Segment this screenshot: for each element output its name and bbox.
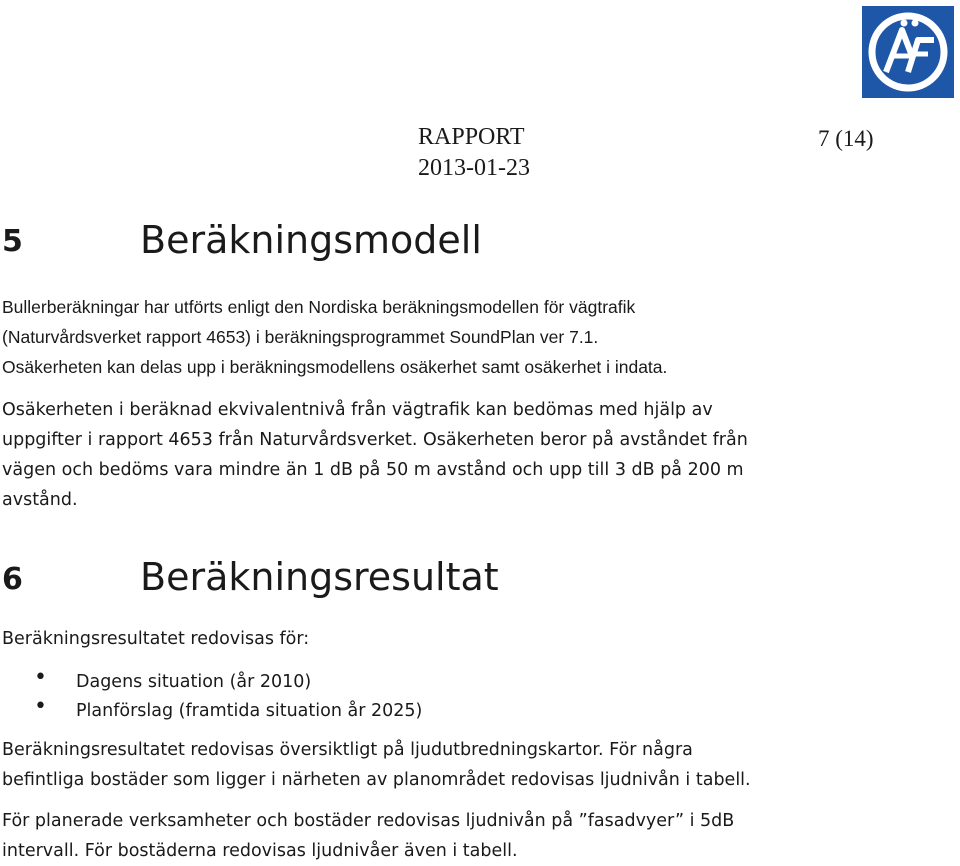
- section-6-paragraph-1: [2, 735, 751, 795]
- page-number: 7 (14): [818, 126, 874, 151]
- text-line: (Naturvårdsverket rapport 4653) i beräkningsprogrammet SoundPlan ver 7.1.: [2, 327, 599, 347]
- text-line: uppgifter i rapport 4653 från Naturvårdsverket. Osäkerheten beror på avståndet från: [2, 430, 748, 450]
- section-5-paragraph-1: [2, 292, 667, 382]
- text-line: befintliga bostäder som ligger i närheten av planområdet redovisas ljudnivån i tabell.: [2, 770, 751, 790]
- section-5-title: Beräkningsmodell: [140, 218, 482, 262]
- section-6-paragraph-2: [2, 806, 734, 866]
- logo-monogram-icon: [862, 6, 954, 98]
- section-5-number: 5: [2, 224, 23, 259]
- text-line: vägen och bedöms vara mindre än 1 dB på 50 m avstånd och upp till 3 dB på 200 m: [2, 460, 744, 480]
- section-5-paragraph-2: [2, 395, 748, 515]
- bullet-icon: •: [34, 694, 47, 719]
- report-date: 2013-01-23: [418, 155, 530, 181]
- section-6-title: Beräkningsresultat: [140, 555, 499, 599]
- text-line: avstånd.: [2, 490, 78, 510]
- report-label: RAPPORT: [418, 124, 525, 150]
- organization-logo: [862, 6, 954, 98]
- bullet-icon: •: [34, 665, 47, 690]
- text-line: För planerade verksamheter och bostäder redovisas ljudnivån på ”fasadvyer” i 5dB: [2, 811, 735, 831]
- text-line: Beräkningsresultatet redovisas översiktligt på ljudutbredningskartor. För några: [2, 740, 693, 760]
- text-line: Bullerberäkningar har utförts enligt den Nordiska beräkningsmodellen för vägtrafik: [2, 297, 636, 317]
- bullet-item-2: Planförslag (framtida situation år 2025): [76, 701, 423, 721]
- text-line: Osäkerheten kan delas upp i beräkningsmodellens osäkerhet samt osäkerhet i indata.: [2, 357, 668, 377]
- text-line: Osäkerheten i beräknad ekvivalentnivå från vägtrafik kan bedömas med hjälp av: [2, 400, 713, 420]
- bullet-item-1: Dagens situation (år 2010): [76, 672, 312, 692]
- text-line: intervall. För bostäderna redovisas ljudnivåer även i tabell.: [2, 841, 518, 861]
- section-6-number: 6: [2, 562, 23, 597]
- section-6-intro: Beräkningsresultatet redovisas för:: [2, 629, 310, 649]
